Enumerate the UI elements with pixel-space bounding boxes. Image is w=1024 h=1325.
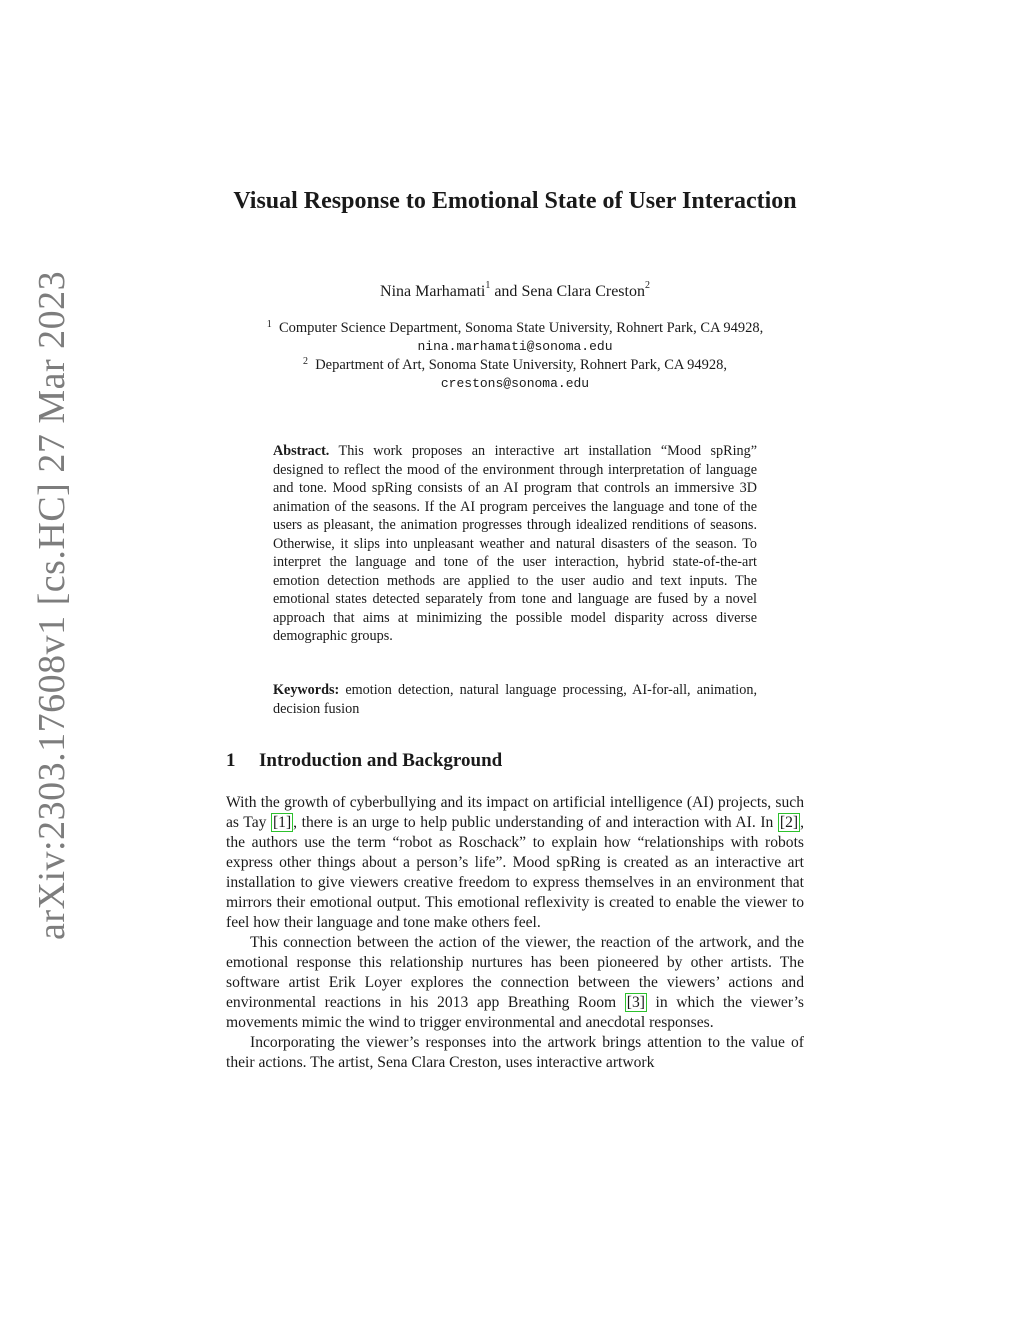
affiliation-1-text: Computer Science Department, Sonoma State University, Rohnert Park, CA 94928,	[278, 320, 764, 336]
author-2: Sena Clara Creston	[521, 283, 645, 300]
section-heading	[226, 750, 502, 772]
affiliation-2-email: crestons@sonoma.edu	[440, 375, 590, 391]
body-text	[226, 793, 804, 1073]
keywords-label: Keywords:	[273, 682, 340, 698]
paragraph-3: Incorporating the viewer’s responses into the artwork brings attention to the value of their actions. The artist, Sena Clara Creston, uses interactive artwork	[226, 1034, 804, 1071]
paragraph-2-part-a: This connection between the action of the viewer, the reaction of the artwork, and the emotional response this relationship nurtures has been pioneered by other artists. The software artist Erik Loyer explores the connection between the viewers’ actions and environmental reactions in his 2013 app Breathing Room	[226, 934, 804, 1011]
paragraph-2	[226, 933, 804, 1033]
keywords	[273, 681, 757, 718]
paragraph-1	[226, 793, 804, 933]
keywords-text: emotion detection, natural language processing, AI-for-all, animation, decision fusion	[273, 682, 757, 717]
affiliation-1	[200, 319, 830, 338]
paragraph-1-part-b: , there is an urge to help public understanding of and interaction with AI. In	[293, 814, 778, 831]
paragraph-1-part-c: , the authors use the term “robot as Roschack” to explain how “relationships with robots express other things about a person’s life”. Mood spRing is created as an interactive art installation to give viewers creative freedom to express themselves in an environment that mirrors their emotional output. This emotional reflexivity is created to enable the viewer to feel how their language and tone make others feel.	[226, 814, 804, 931]
citation-link-3[interactable]: [3]	[626, 994, 645, 1011]
paragraph-1-part-a: With the growth of cyberbullying and its impact on artificial intelligence (AI) projects, such as Tay	[226, 794, 804, 831]
abstract-label: Abstract.	[273, 443, 330, 459]
paper-title: Visual Response to Emotional State of User Interaction	[233, 188, 797, 214]
author-2-affil-mark: 2	[644, 280, 650, 291]
paragraph-2-part-b: in which the viewer’s movements mimic the wind to trigger environmental and anecdotal responses.	[226, 994, 805, 1031]
affiliations	[200, 319, 830, 393]
citation-link-1[interactable]: [1]	[272, 814, 292, 831]
affiliation-1-email: nina.marhamati@sonoma.edu	[417, 338, 613, 354]
author-1: Nina Marhamati	[380, 283, 486, 300]
arxiv-stamp: arXiv:2303.17608v1 [cs.HC] 27 Mar 2023	[31, 270, 73, 940]
affiliation-2-text: Department of Art, Sonoma State University, Rohnert Park, CA 94928,	[315, 357, 728, 373]
affiliation-2-mark: 2	[302, 356, 308, 367]
author-line	[226, 280, 804, 301]
author-conjunction: and	[490, 283, 522, 300]
affiliation-1-mark: 1	[266, 319, 272, 330]
abstract	[273, 442, 757, 646]
author-1-affil-mark: 1	[485, 280, 491, 291]
abstract-text: This work proposes an interactive art installation “Mood spRing” designed to reflect the mood of the environment through interpretation of language and tone. Mood spRing consists of an AI program that controls an immersive 3D animation of the seasons. If the AI program perceives the language and tone of the users as pleasant, the animation progresses through idealized renditions of seasons. Otherwise, it slips into unpleasant weather and natural disasters of the season. To interpret the language and tone of the user interaction, hybrid state-of-the-art emotion detection methods are applied to the user audio and text inputs. The emotional states detected separately from tone and language are fused by a novel approach that aims at minimizing the possible model disparity across diverse demographic groups.	[273, 443, 757, 644]
section-number: 1	[226, 750, 236, 771]
section-title: Introduction and Background	[259, 750, 503, 771]
citation-link-2[interactable]: [2]	[779, 814, 799, 831]
affiliation-2	[200, 356, 830, 375]
